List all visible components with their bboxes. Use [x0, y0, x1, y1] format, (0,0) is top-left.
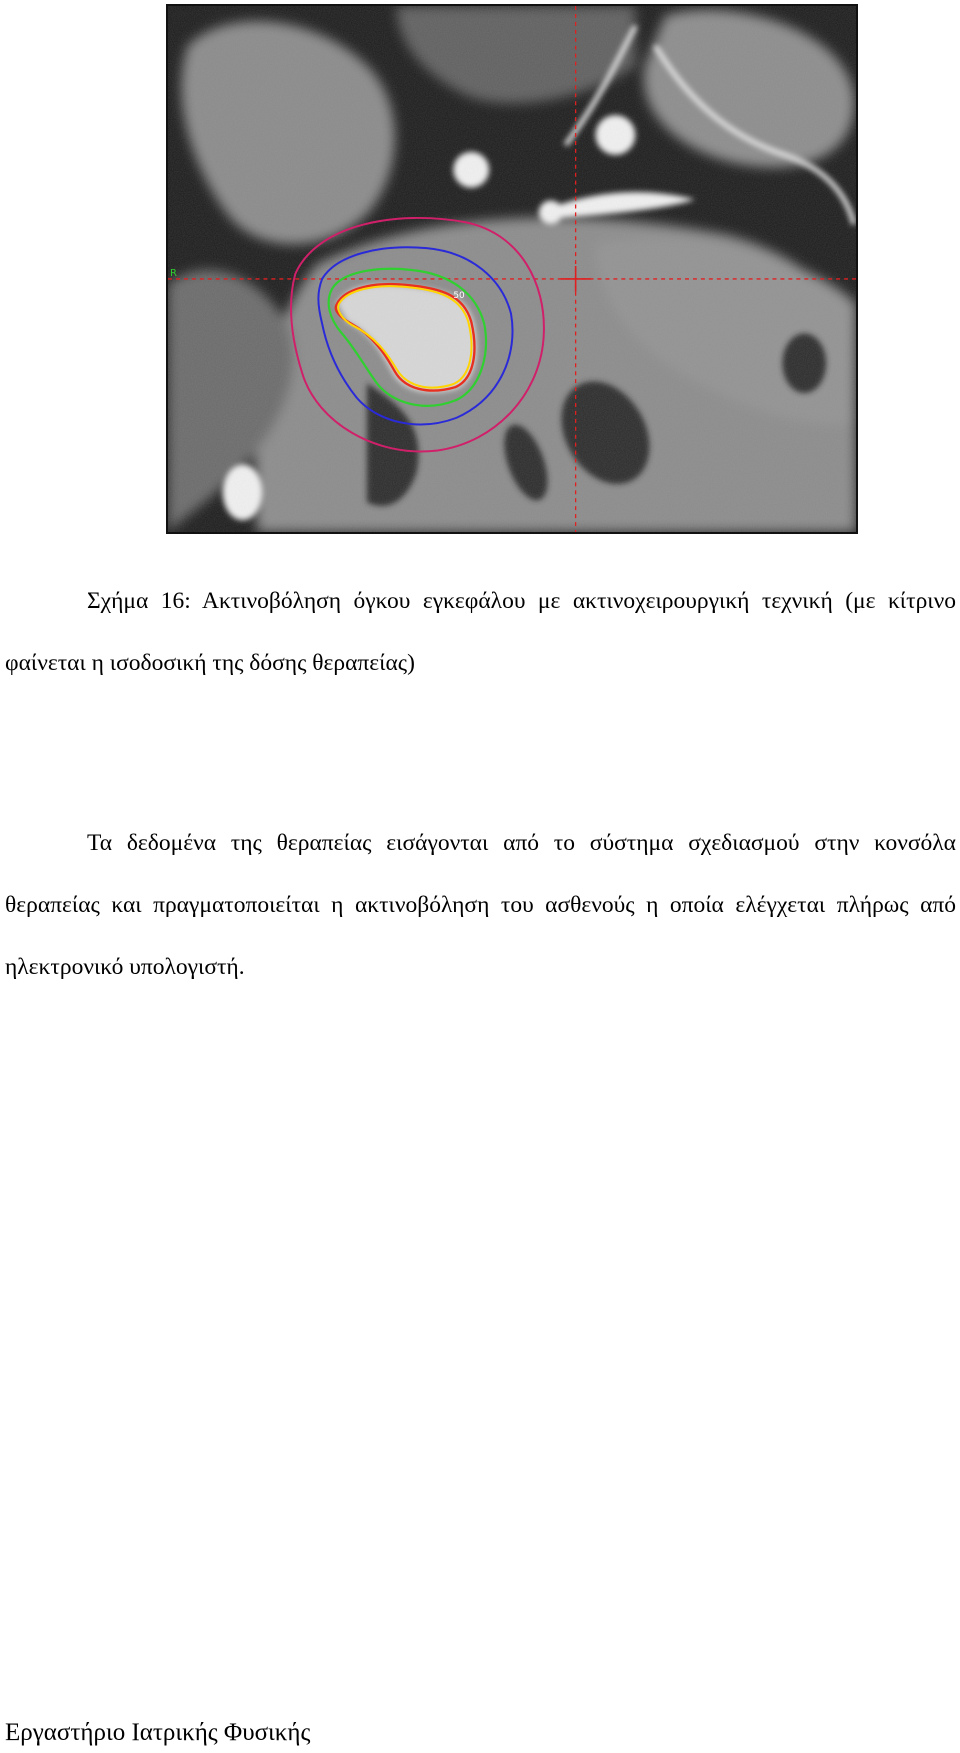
orientation-marker: R — [169, 267, 177, 279]
mri-scan-image — [168, 6, 856, 532]
isodose-value-label: 50 — [453, 290, 465, 301]
body-paragraph: Τα δεδομένα της θεραπείας εισάγονται από το σύστημα σχεδιασμού στην κονσόλα θεραπείας και πραγματοποιείται η ακτινοβόληση του ασθενούς η οποία ελέγχεται πλήρως από ηλεκτρονικό υπολογιστή. — [5, 830, 956, 980]
page-footer: Εργαστήριο Ιατρικής Φυσικής — [5, 1719, 311, 1746]
mri-brain-figure — [166, 4, 858, 534]
figure-caption: Σχήμα 16: Ακτινοβόληση όγκου εγκεφάλου με ακτινοχειρουργική τεχνική (με κίτρινο φαίνεται η ισοδοσική της δόσης θεραπείας) — [5, 588, 956, 676]
